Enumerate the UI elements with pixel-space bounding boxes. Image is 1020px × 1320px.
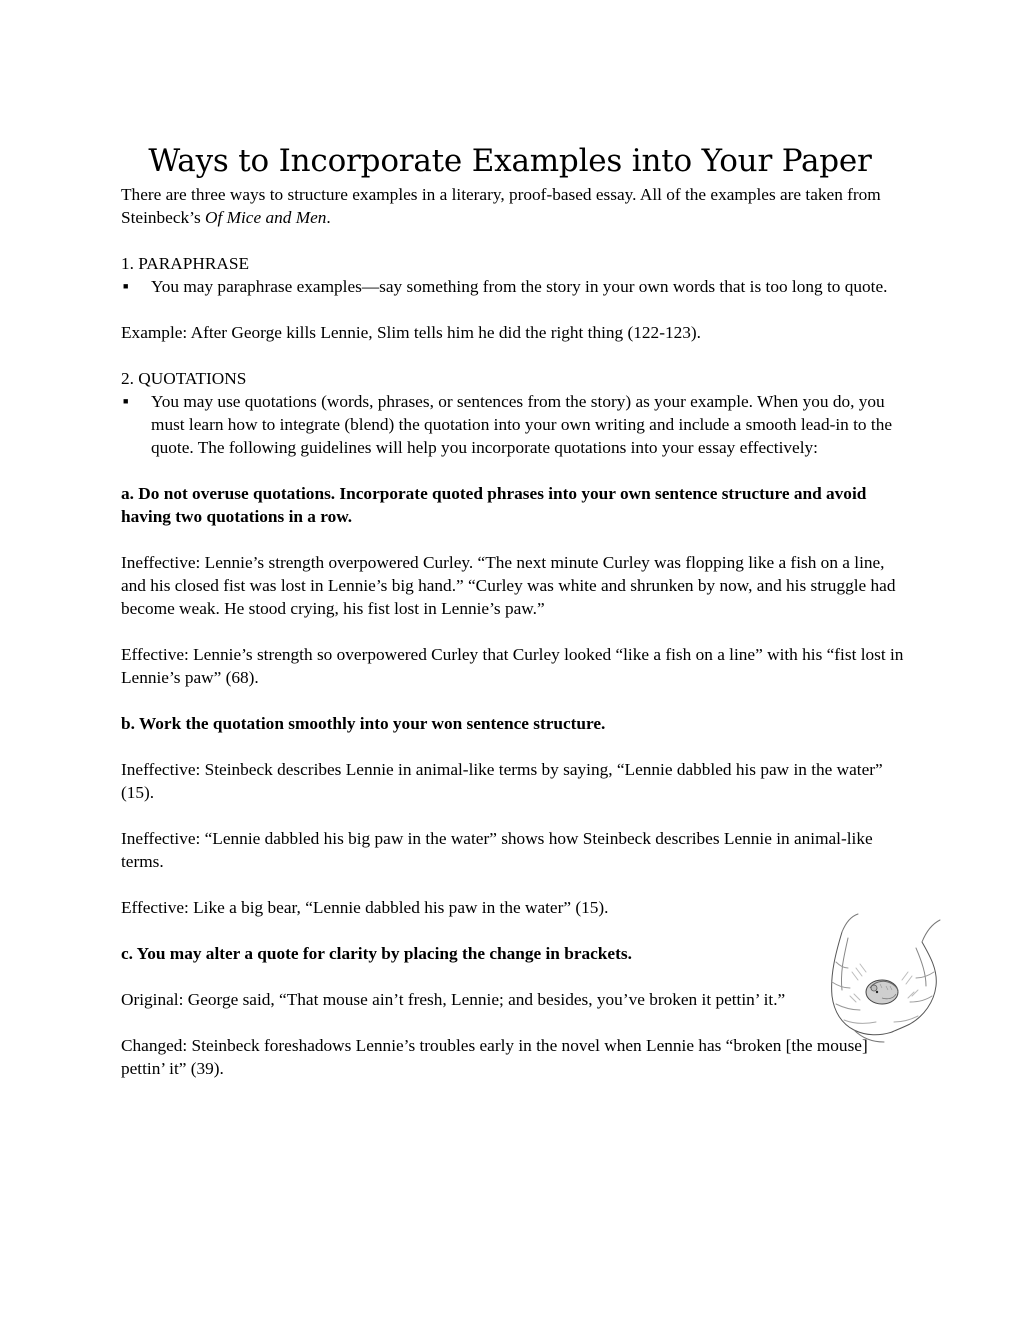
guideline-a-heading: a. Do not overuse quotations. Incorporate quoted phrases into your own sentence structure and avoid having two quotations in a row. [121,484,867,526]
guideline-b-ineffective-1: Ineffective: Steinbeck describes Lennie in animal-like terms by saying, “Lennie dabbled his paw in the water” (15). [121,760,883,802]
guideline-c-changed: Changed: Steinbeck foreshadows Lennie’s troubles early in the novel when Lennie has “broken [the mouse] pettin’ it” (39). [121,1036,868,1078]
guideline-a-ineffective: Ineffective: Lennie’s strength overpowered Curley. “The next minute Curley was flopping like a fish on a line, and his closed fist was lost in Lennie’s big hand.” “Curley was white and shrunken by now, and his struggle had become weak. He stood crying, his fist lost in Lennie’s paw.” [121,553,896,618]
guideline-c-original: Original: George said, “That mouse ain’t fresh, Lennie; and besides, you’ve broken it pettin’ it.” [121,990,786,1009]
intro-text: There are three ways to structure examples in a literary, proof-based essay. All of the examples are taken from Steinbeck’s [121,185,881,227]
paraphrase-example: Example: After George kills Lennie, Slim tells him he did the right thing (122-123). [121,323,701,342]
guideline-b-effective: Effective: Like a big bear, “Lennie dabbled his paw in the water” (15). [121,898,609,917]
quotations-bullet-text: You may use quotations (words, phrases, or sentences from the story) as your example. When you do, you must learn how to integrate (blend) the quotation into your own writing and include a smooth lead-in to the quote. The following guidelines will help you incorporate quotations into your essay effectively: [151,392,893,457]
guideline-b-ineffective-2: Ineffective: “Lennie dabbled his big paw in the water” shows how Steinbeck describes Lennie in animal-like terms. [121,829,873,871]
paraphrase-bullet-text: You may paraphrase examples—say something from the story in your own words that is too long to quote. [151,277,888,296]
guideline-b-heading: b. Work the quotation smoothly into your won sentence structure. [121,714,606,733]
paraphrase-bullet [121,275,911,298]
guideline-c-heading: c. You may alter a quote for clarity by placing the change in brackets. [121,944,632,963]
intro-end: . [326,208,331,227]
quotations-heading: 2. QUOTATIONS [121,369,247,388]
quotations-bullet [121,390,911,459]
guideline-a-effective: Effective: Lennie’s strength so overpowered Curley that Curley looked “like a fish on a line” with his “fist lost in Lennie’s paw” (68). [121,645,904,687]
document-body [121,183,911,1103]
paraphrase-heading: 1. PARAPHRASE [121,254,250,273]
intro-paragraph [121,183,911,229]
page-title: Ways to Incorporate Examples into Your Paper [148,142,872,179]
cupped-hands-mouse-illustration [822,912,944,1044]
square-bullet-icon: ■ [123,281,129,291]
book-title: Of Mice and Men [205,208,327,227]
square-bullet-icon: ■ [123,396,129,406]
